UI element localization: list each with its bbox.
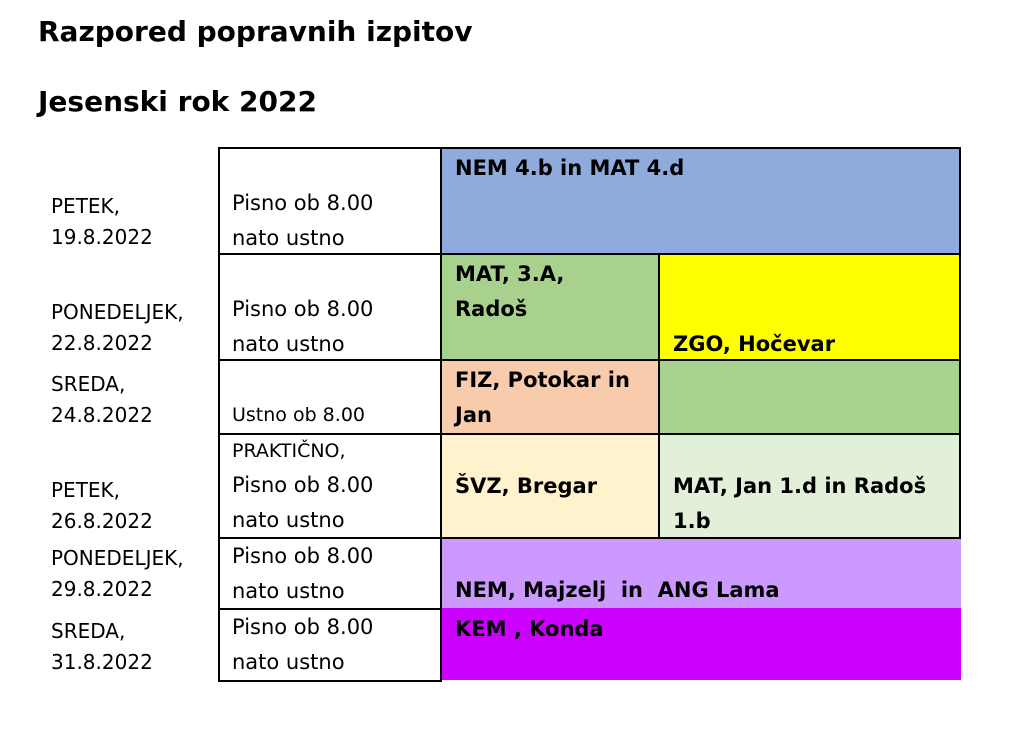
day-label: PETEK, 19.8.2022 xyxy=(51,194,153,249)
exam-cell: NEM, Majzelj in ANG Lama xyxy=(442,539,961,608)
exam-cell xyxy=(658,359,961,435)
exam-cell: FIZ, Potokar in Jan xyxy=(440,359,660,435)
exam-cell: ZGO, Hočevar xyxy=(658,253,961,361)
page-title: Razpored popravnih izpitov xyxy=(38,15,473,48)
time-cell: PRAKTIČNO, Pisno ob 8.00 nato ustno xyxy=(218,433,442,539)
day-label: PONEDELJEK, 22.8.2022 xyxy=(51,300,184,355)
day-label: PETEK, 26.8.2022 xyxy=(51,478,153,533)
page-subtitle: Jesenski rok 2022 xyxy=(38,85,317,118)
exam-cell: KEM , Konda xyxy=(442,608,961,680)
day-label: SREDA, 31.8.2022 xyxy=(51,619,153,674)
time-cell: Pisno ob 8.00 nato ustno xyxy=(218,147,442,255)
day-label: PONEDELJEK, 29.8.2022 xyxy=(51,546,184,601)
exam-cell: ŠVZ, Bregar xyxy=(440,433,660,539)
time-cell: Pisno ob 8.00 nato ustno xyxy=(218,537,442,610)
time-cell: Ustno ob 8.00 xyxy=(218,359,442,435)
exam-cell: MAT, 3.A, Radoš xyxy=(440,253,660,361)
day-label: SREDA, 24.8.2022 xyxy=(51,372,153,427)
exam-cell: MAT, Jan 1.d in Radoš 1.b xyxy=(658,433,961,539)
exam-cell: NEM 4.b in MAT 4.d xyxy=(440,147,961,255)
time-cell: Pisno ob 8.00 nato ustno xyxy=(218,608,442,682)
time-cell: Pisno ob 8.00 nato ustno xyxy=(218,253,442,361)
